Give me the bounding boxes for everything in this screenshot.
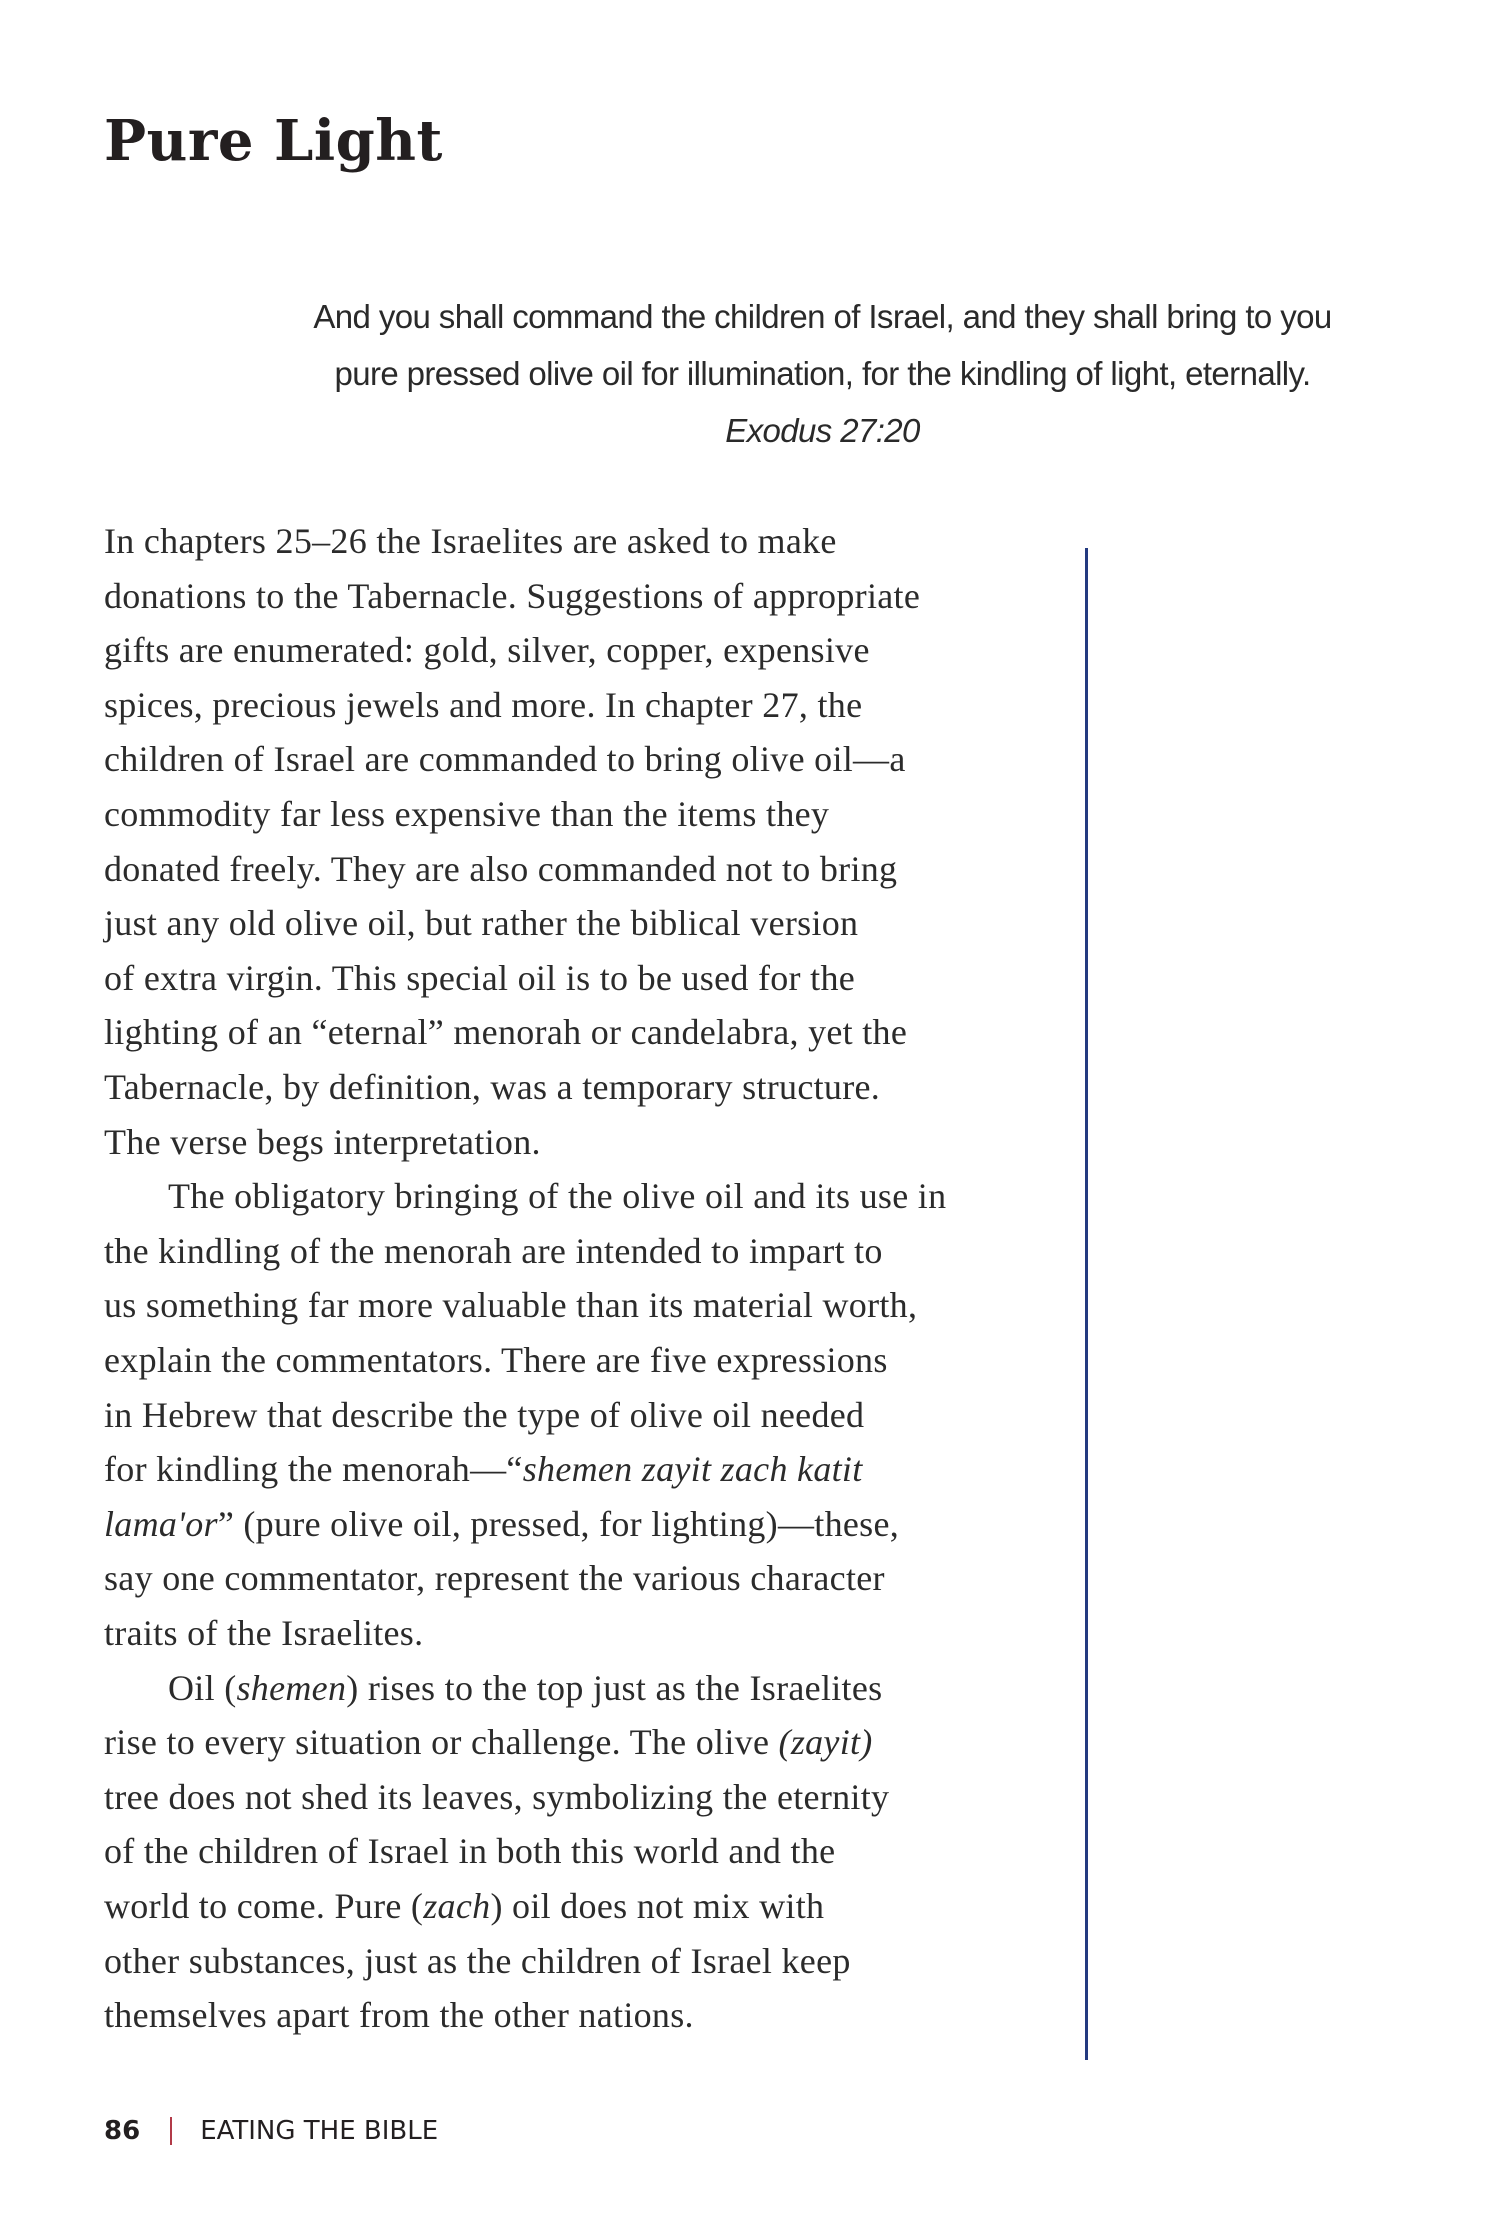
text-run: In chapters 25–26 the Israelites are asked to make (104, 521, 837, 561)
text-run: say one commentator, represent the various character (104, 1558, 885, 1599)
italic-term: zach (423, 1886, 491, 1926)
body-line (104, 1284, 917, 1326)
body-line (104, 1394, 864, 1436)
text-run: traits of the Israelites. (104, 1613, 424, 1653)
text-run: us something far more valuable than its material worth, (104, 1285, 918, 1326)
text-run: ) rises to the top just as the Israelites (346, 1667, 883, 1708)
page-title: Pure Light (104, 108, 443, 174)
text-run: other substances, just as the children of Israel keep (104, 1940, 851, 1981)
body-line (104, 1066, 880, 1108)
body-line (104, 1940, 851, 1982)
text-run: explain the commentators. There are five expressions (104, 1340, 888, 1380)
text-run: spices, precious jewels and more. In chapter 27, the (104, 684, 863, 725)
page-footer (104, 2116, 438, 2146)
text-run: ) oil does not mix with (490, 1886, 825, 1926)
margin-rule (1085, 548, 1088, 2060)
text-run: of extra virgin. This special oil is to be used for the (104, 957, 856, 998)
body-line (104, 1612, 423, 1654)
italic-term: shemen zayit zach katit (522, 1449, 863, 1490)
italic-term: (zayit) (778, 1722, 873, 1763)
body-line (104, 1776, 889, 1818)
text-run: tree does not shed its leaves, symbolizing the eternity (104, 1776, 890, 1817)
body-line (104, 1830, 835, 1872)
text-run: Oil ( (168, 1667, 237, 1708)
text-run: donations to the Tabernacle. Suggestions of appropriate (104, 575, 921, 616)
text-run: Tabernacle, by definition, was a temporary structure. (104, 1067, 881, 1107)
text-run: themselves apart from the other nations. (104, 1995, 694, 2036)
text-run: The verse begs interpretation. (104, 1121, 541, 1162)
italic-term: lama'or (104, 1503, 218, 1544)
footer-separator (170, 2117, 172, 2145)
text-run: of the children of Israel in both this world and the (104, 1831, 836, 1872)
italic-term: shemen (236, 1667, 347, 1708)
text-run: ” (pure olive oil, pressed, for lighting)—these, (217, 1503, 900, 1544)
text-run: the kindling of the menorah are intended to impart to (104, 1230, 883, 1271)
text-run: in Hebrew that describe the type of olive oil needed (104, 1394, 865, 1435)
text-run: The obligatory bringing of the olive oil and its use in (168, 1176, 947, 1217)
body-line (104, 957, 855, 999)
body-line (168, 1175, 946, 1217)
body-line (104, 575, 920, 617)
body-line (104, 1994, 694, 2036)
body-line (104, 1011, 907, 1053)
body-line (104, 520, 837, 562)
body-line (104, 1721, 873, 1763)
text-run: just any old olive oil, but rather the biblical version (104, 903, 859, 944)
body-line (104, 1448, 863, 1490)
body-line (104, 738, 906, 780)
body-line (104, 1230, 883, 1272)
body-line (104, 1339, 888, 1381)
epigraph-line: And you shall command the children of Israel, and they shall bring to you (313, 298, 1332, 335)
text-run: world to come. Pure ( (104, 1886, 424, 1926)
text-run: children of Israel are commanded to bring olive oil—a (104, 739, 906, 780)
text-run: commodity far less expensive than the items they (104, 794, 830, 834)
body-line (104, 684, 862, 726)
body-line (104, 848, 897, 890)
running-title: EATING THE BIBLE (200, 2116, 439, 2146)
body-line (104, 1503, 899, 1545)
body-line (168, 1667, 882, 1709)
body-line (104, 629, 870, 671)
epigraph-citation: Exodus 27:20 (725, 412, 920, 449)
text-run: gifts are enumerated: gold, silver, copper, expensive (104, 630, 870, 671)
body-line (104, 1121, 541, 1163)
text-run: rise to every situation or challenge. The olive (104, 1722, 779, 1763)
body-line (104, 902, 858, 944)
text-run: for kindling the menorah—“ (104, 1449, 523, 1490)
body-line (104, 1885, 824, 1927)
page-number: 86 (104, 2116, 141, 2146)
epigraph-line: pure pressed olive oil for illumination, for the kindling of light, eternally. (334, 355, 1311, 392)
text-run: donated freely. They are also commanded not to bring (104, 848, 898, 889)
body-line (104, 793, 829, 835)
text-run: lighting of an “eternal” menorah or candelabra, yet the (104, 1012, 908, 1053)
body-line (104, 1557, 885, 1599)
